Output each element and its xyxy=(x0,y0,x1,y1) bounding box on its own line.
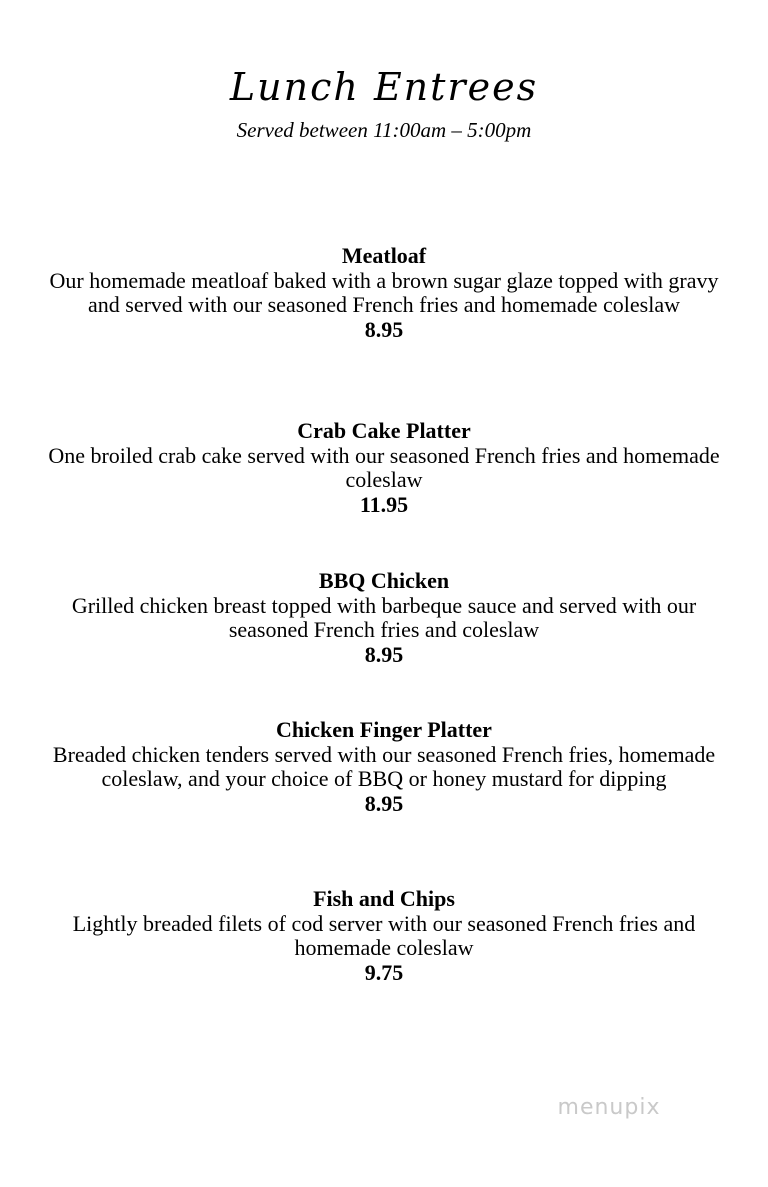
menu-item-crab-cake-platter xyxy=(40,419,728,517)
menu-item-description: Lightly breaded filets of cod server with our seasoned French fries and homemade coleslaw xyxy=(72,910,696,960)
menupix-watermark: menupix xyxy=(557,1095,661,1120)
menu-item-name: Fish and Chips xyxy=(313,886,455,911)
menu-item-price: 8.95 xyxy=(364,641,404,667)
menu-item-price: 8.95 xyxy=(364,790,404,816)
menu-item-price: 9.75 xyxy=(364,959,404,985)
serving-hours: Served between 11:00am – 5:00pm xyxy=(236,118,532,142)
menu-item-meatloaf xyxy=(40,244,728,342)
menu-item-chicken-finger-platter xyxy=(40,718,728,816)
menu-item-name: Chicken Finger Platter xyxy=(276,717,492,742)
menu-item-name: Meatloaf xyxy=(341,243,427,268)
menu-item-price: 8.95 xyxy=(364,316,404,342)
menu-item-fish-and-chips xyxy=(40,887,728,985)
menu-item-name: Crab Cake Platter xyxy=(297,418,471,443)
menu-item-bbq-chicken xyxy=(40,569,728,667)
menu-item-description: One broiled crab cake served with our seasoned French fries and homemade coleslaw xyxy=(48,442,720,492)
menu-item-description: Grilled chicken breast topped with barbeque sauce and served with our seasoned French fries and coleslaw xyxy=(71,592,697,642)
menu-item-description: Breaded chicken tenders served with our seasoned French fries, homemade coleslaw, and your choice of BBQ or honey mustard for dipping xyxy=(52,741,716,791)
page-title: Lunch Entrees xyxy=(229,65,539,109)
menu-item-price: 11.95 xyxy=(359,491,409,517)
menu-item-name: BBQ Chicken xyxy=(318,568,450,593)
menu-item-description: Our homemade meatloaf baked with a brown sugar glaze topped with gravy and served with our seasoned French fries and homemade coleslaw xyxy=(49,267,719,317)
